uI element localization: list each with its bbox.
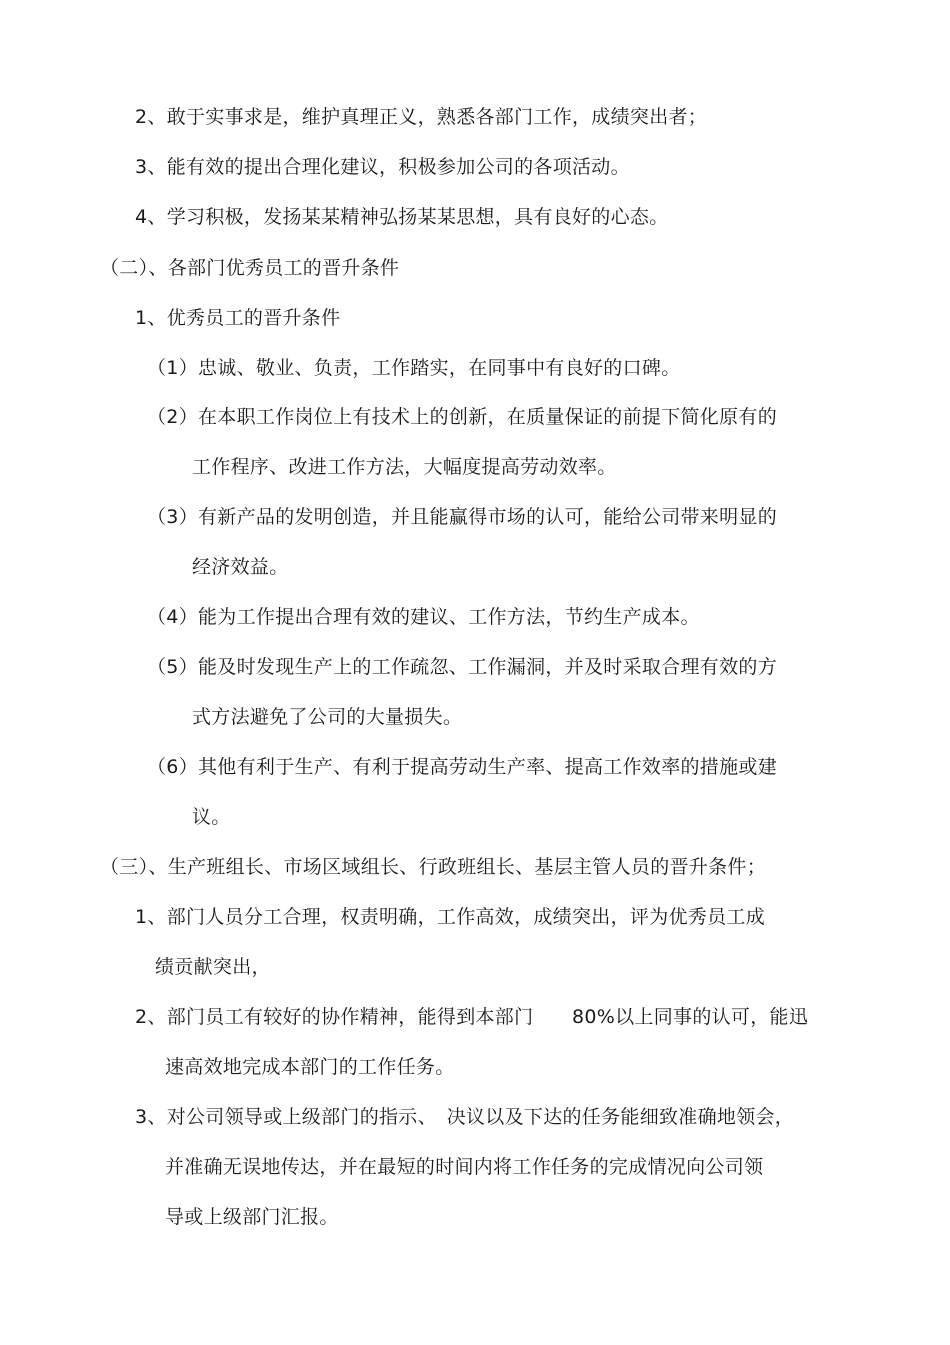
section-heading: （三）、生产班组长、市场区域组长、行政班组长、基层主管人员的晋升条件；: [100, 856, 767, 878]
section-heading: （二）、各部门优秀员工的晋升条件: [100, 257, 400, 279]
text-line: 式方法避免了公司的大量损失。: [192, 706, 463, 728]
text-line: 工作程序、改进工作方法，大幅度提高劳动效率。: [192, 456, 617, 478]
text-line: （6）其他有利于生产、有利于提高劳动生产率、提高工作效率的措施或建: [147, 756, 777, 778]
text-line: 3、对公司领导或上级部门的指示、 决议以及下达的任务能细致准确地领会，: [135, 1106, 795, 1128]
text-line: （4）能为工作提出合理有效的建议、工作方法，节约生产成本。: [147, 606, 700, 628]
text-line: （1）忠诚、敬业、负责，工作踏实，在同事中有良好的口碑。: [147, 357, 681, 379]
subsection-heading: 1、优秀员工的晋升条件: [135, 307, 341, 329]
text-line: 并准确无误地传达，并在最短的时间内将工作任务的完成情况向公司领: [165, 1156, 764, 1178]
text-line: 3、能有效的提出合理化建议，积极参加公司的各项活动。: [135, 156, 630, 178]
text-line: 2、敢于实事求是，维护真理正义，熟悉各部门工作，成绩突出者；: [135, 106, 708, 128]
text-line: 经济效益。: [192, 556, 289, 578]
text-line: （3）有新产品的发明创造，并且能赢得市场的认可，能给公司带来明显的: [147, 506, 777, 528]
text-line: 1、部门人员分工合理，权责明确，工作高效，成绩突出，评为优秀员工成: [135, 906, 765, 928]
text-line: 速高效地完成本部门的工作任务。: [165, 1056, 455, 1078]
text-line: （2）在本职工作岗位上有技术上的创新，在质量保证的前提下简化原有的: [147, 406, 777, 428]
text-line: 2、部门员工有较好的协作精神，能得到本部门 80%以上同事的认可，能迅: [135, 1006, 809, 1028]
text-line: 议。: [192, 806, 231, 828]
text-line: 4、学习积极，发扬某某精神弘扬某某思想，具有良好的心态。: [135, 206, 669, 228]
text-line: （5）能及时发现生产上的工作疏忽、工作漏洞，并及时采取合理有效的方: [147, 656, 777, 678]
text-line: 导或上级部门汇报。: [165, 1206, 339, 1228]
text-line: 绩贡献突出，: [155, 956, 271, 978]
